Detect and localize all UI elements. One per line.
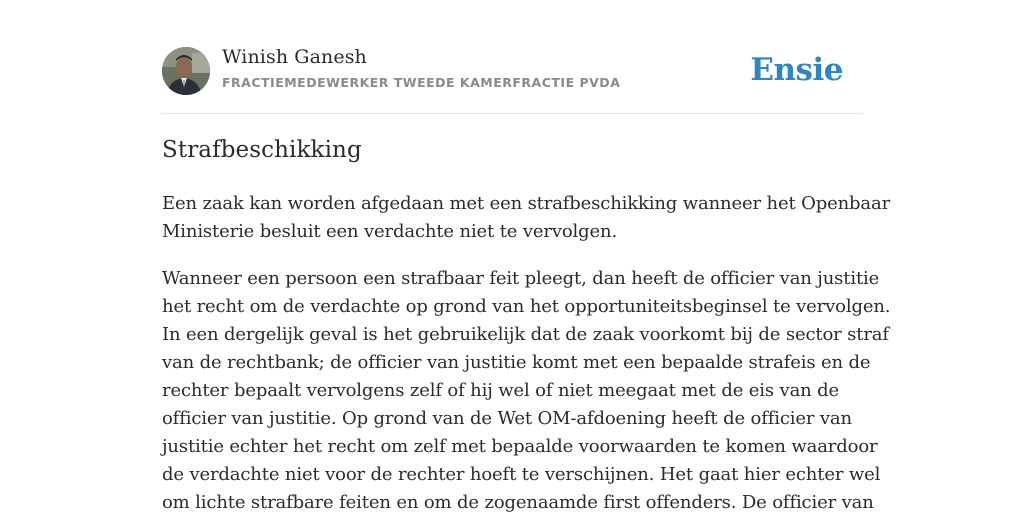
text-line: In een dergelijk geval is het gebruikelijk dat de zaak voorkomt bij de sector straf [162,324,889,345]
article-body [162,190,891,512]
text-line: om lichte strafbare feiten en om de zogenaamde first offenders. De officier van [162,492,874,512]
text-line: Wanneer een persoon een strafbaar feit pleegt, dan heeft de officier van justitie [162,268,880,289]
text-line: justitie echter het recht om zelf met bepaalde voorwaarden te komen waardoor [162,436,878,457]
paragraph [162,265,891,512]
text-line: Ministerie besluit een verdachte niet te vervolgen. [162,221,618,242]
text-line: rechter bepaalt vervolgens zelf of hij wel of niet meegaat met de eis van de [162,380,840,401]
avatar[interactable] [162,47,210,95]
text-line: de verdachte niet voor de rechter hoeft te verschijnen. Het gaat hier echter wel [162,464,881,485]
text-line: Een zaak kan worden afgedaan met een strafbeschikking wanneer het Openbaar [162,193,891,214]
text-line: van de rechtbank; de officier van justitie komt met een bepaalde strafeis en de [162,352,871,373]
text-line: officier van justitie. Op grond van de Wet OM-afdoening heeft de officier van [162,408,852,429]
header-divider [162,113,862,114]
article-title: Strafbeschikking [162,137,362,163]
ensie-logo[interactable]: Ensie [750,52,843,88]
author-role: FRACTIEMEDEWERKER TWEEDE KAMERFRACTIE PVDA [222,75,621,90]
author-name[interactable]: Winish Ganesh [222,46,367,68]
paragraph [162,190,891,246]
avatar-photo-icon [162,47,210,95]
author-header [162,46,862,96]
text-line: het recht om de verdachte op grond van het opportuniteitsbeginsel te vervolgen. [162,296,891,317]
